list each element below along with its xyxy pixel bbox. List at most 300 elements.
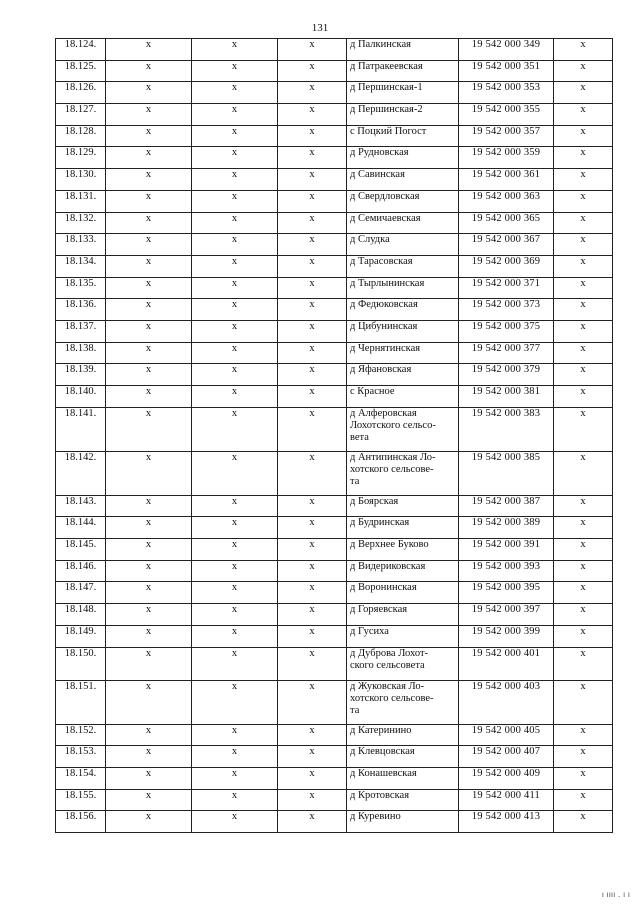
placeholder-x-cell (278, 517, 347, 539)
row-number-cell (56, 746, 106, 768)
placeholder-x-cell (192, 104, 278, 126)
placeholder-x-text: x (580, 495, 586, 507)
settlement-name-text: д Антипинская Ло- хотского сельсове- та (350, 451, 436, 487)
placeholder-x-cell (106, 625, 192, 647)
placeholder-x-cell (106, 767, 192, 789)
row-number-cell (56, 407, 106, 451)
settlement-name-text: д Свердловская (350, 190, 420, 202)
settlement-name-text: д Верхнее Буково (350, 539, 429, 551)
placeholder-x-cell (554, 212, 613, 234)
placeholder-x-text: x (580, 147, 586, 159)
placeholder-x-cell (554, 104, 613, 126)
placeholder-x-text: x (309, 60, 315, 72)
placeholder-x-text: x (145, 495, 152, 507)
placeholder-x-cell (192, 582, 278, 604)
oktmo-code-text: 19 542 000 395 (471, 582, 541, 594)
row-number-cell (56, 82, 106, 104)
oktmo-code-text: 19 542 000 413 (471, 811, 541, 823)
placeholder-x-text: x (145, 811, 152, 823)
placeholder-x-cell (278, 495, 347, 517)
row-number-text: 18.137. (64, 320, 97, 332)
placeholder-x-cell (106, 255, 192, 277)
settlement-name-text: с Поцкий Погост (350, 125, 427, 137)
placeholder-x-text: x (580, 517, 586, 529)
row-number-text: 18.144. (64, 517, 97, 529)
placeholder-x-text: x (145, 169, 152, 181)
row-number-cell (56, 39, 106, 61)
placeholder-x-cell (106, 60, 192, 82)
settlement-name-cell (347, 724, 459, 746)
oktmo-code-cell (459, 746, 554, 768)
placeholder-x-cell (106, 647, 192, 680)
oktmo-code-cell (459, 407, 554, 451)
placeholder-x-cell (278, 604, 347, 626)
row-number-cell (56, 386, 106, 408)
placeholder-x-cell (554, 234, 613, 256)
table-row (56, 386, 613, 408)
placeholder-x-text: x (231, 680, 238, 692)
oktmo-code-cell (459, 125, 554, 147)
placeholder-x-cell (106, 125, 192, 147)
oktmo-code-text: 19 542 000 371 (471, 277, 541, 289)
oktmo-code-cell (459, 147, 554, 169)
placeholder-x-cell (278, 299, 347, 321)
settlement-name-text: д Кротовская (350, 789, 410, 801)
placeholder-x-cell (278, 451, 347, 495)
table-row (56, 625, 613, 647)
placeholder-x-text: x (231, 147, 238, 159)
placeholder-x-cell (278, 582, 347, 604)
placeholder-x-cell (192, 60, 278, 82)
settlement-name-text: д Савинская (350, 169, 405, 181)
placeholder-x-cell (278, 560, 347, 582)
placeholder-x-cell (554, 39, 613, 61)
placeholder-x-text: x (231, 495, 238, 507)
row-number-text: 18.151. (64, 680, 97, 692)
placeholder-x-cell (192, 789, 278, 811)
placeholder-x-cell (106, 299, 192, 321)
settlement-name-text: д Рудновская (350, 147, 409, 159)
settlement-name-text: д Воронинская (350, 582, 417, 594)
oktmo-code-text: 19 542 000 355 (471, 104, 541, 116)
placeholder-x-cell (192, 277, 278, 299)
placeholder-x-text: x (145, 724, 152, 736)
placeholder-x-text: x (231, 407, 238, 419)
placeholder-x-text: x (580, 724, 586, 736)
placeholder-x-cell (554, 277, 613, 299)
placeholder-x-cell (278, 82, 347, 104)
placeholder-x-text: x (580, 39, 586, 50)
oktmo-code-text: 19 542 000 399 (471, 625, 541, 637)
placeholder-x-text: x (231, 104, 238, 116)
placeholder-x-cell (106, 147, 192, 169)
placeholder-x-cell (106, 495, 192, 517)
table-row (56, 560, 613, 582)
table-row (56, 789, 613, 811)
settlement-name-text: д Цибунинская (350, 320, 418, 332)
placeholder-x-text: x (231, 364, 238, 376)
row-number-text: 18.138. (64, 342, 97, 354)
oktmo-code-cell (459, 104, 554, 126)
placeholder-x-cell (192, 125, 278, 147)
placeholder-x-text: x (145, 255, 152, 267)
placeholder-x-text: x (309, 255, 315, 267)
placeholder-x-text: x (580, 255, 586, 267)
placeholder-x-text: x (231, 277, 238, 289)
oktmo-code-cell (459, 299, 554, 321)
settlement-name-text: д Куревино (350, 811, 401, 823)
row-number-cell (56, 212, 106, 234)
placeholder-x-cell (192, 539, 278, 561)
placeholder-x-cell (554, 811, 613, 833)
settlement-name-cell (347, 625, 459, 647)
placeholder-x-text: x (580, 789, 586, 801)
placeholder-x-text: x (231, 604, 238, 616)
settlement-name-cell (347, 212, 459, 234)
placeholder-x-cell (554, 320, 613, 342)
oktmo-code-text: 19 542 000 363 (471, 190, 541, 202)
placeholder-x-text: x (145, 604, 152, 616)
placeholder-x-text: x (231, 342, 238, 354)
table-row (56, 364, 613, 386)
row-number-text: 18.128. (64, 125, 97, 137)
row-number-text: 18.148. (64, 604, 97, 616)
row-number-text: 18.135. (64, 277, 97, 289)
placeholder-x-text: x (580, 582, 586, 594)
placeholder-x-text: x (309, 212, 315, 224)
placeholder-x-text: x (231, 212, 238, 224)
placeholder-x-cell (106, 582, 192, 604)
placeholder-x-cell (192, 495, 278, 517)
placeholder-x-text: x (580, 190, 586, 202)
row-number-cell (56, 767, 106, 789)
settlement-name-text: д Гусиха (350, 625, 389, 637)
placeholder-x-cell (278, 767, 347, 789)
placeholder-x-text: x (145, 364, 152, 376)
placeholder-x-cell (554, 147, 613, 169)
placeholder-x-cell (278, 320, 347, 342)
oktmo-code-cell (459, 169, 554, 191)
settlement-name-text: д Боярская (350, 495, 399, 507)
settlement-name-text: д Горяевская (350, 604, 408, 616)
placeholder-x-cell (278, 407, 347, 451)
settlement-name-text: д Першинская-2 (350, 104, 423, 116)
placeholder-x-cell (106, 342, 192, 364)
placeholder-x-text: x (580, 299, 586, 311)
row-number-cell (56, 604, 106, 626)
settlement-name-cell (347, 234, 459, 256)
placeholder-x-cell (278, 539, 347, 561)
table-row (56, 724, 613, 746)
row-number-text: 18.149. (64, 625, 97, 637)
table-row (56, 407, 613, 451)
row-number-cell (56, 234, 106, 256)
oktmo-code-cell (459, 82, 554, 104)
settlement-name-cell (347, 386, 459, 408)
table-row (56, 342, 613, 364)
placeholder-x-text: x (580, 647, 586, 659)
table-row (56, 604, 613, 626)
placeholder-x-text: x (309, 342, 315, 354)
placeholder-x-text: x (231, 746, 238, 758)
table-row (56, 82, 613, 104)
placeholder-x-text: x (580, 342, 586, 354)
placeholder-x-cell (554, 625, 613, 647)
placeholder-x-text: x (145, 125, 152, 137)
placeholder-x-cell (554, 255, 613, 277)
placeholder-x-cell (106, 320, 192, 342)
placeholder-x-text: x (231, 647, 238, 659)
placeholder-x-cell (192, 517, 278, 539)
placeholder-x-cell (554, 407, 613, 451)
settlement-name-text: д Палкинская (350, 39, 411, 50)
placeholder-x-cell (554, 190, 613, 212)
settlements-table (55, 38, 613, 833)
placeholder-x-text: x (231, 582, 238, 594)
settlement-name-cell (347, 407, 459, 451)
placeholder-x-cell (554, 746, 613, 768)
oktmo-code-cell (459, 190, 554, 212)
placeholder-x-text: x (580, 212, 586, 224)
settlement-name-cell (347, 125, 459, 147)
placeholder-x-cell (192, 451, 278, 495)
table-row (56, 746, 613, 768)
settlement-name-cell (347, 147, 459, 169)
placeholder-x-text: x (309, 234, 315, 246)
table-row (56, 517, 613, 539)
placeholder-x-cell (278, 104, 347, 126)
placeholder-x-cell (278, 277, 347, 299)
settlement-name-cell (347, 255, 459, 277)
placeholder-x-text: x (145, 104, 152, 116)
placeholder-x-cell (278, 647, 347, 680)
placeholder-x-cell (554, 767, 613, 789)
placeholder-x-text: x (231, 539, 238, 551)
placeholder-x-cell (192, 604, 278, 626)
placeholder-x-text: x (231, 724, 238, 736)
row-number-cell (56, 342, 106, 364)
placeholder-x-cell (554, 495, 613, 517)
row-number-cell (56, 169, 106, 191)
placeholder-x-text: x (309, 647, 315, 659)
row-number-text: 18.126. (64, 82, 97, 94)
placeholder-x-cell (278, 746, 347, 768)
placeholder-x-text: x (145, 517, 152, 529)
placeholder-x-text: x (231, 60, 238, 72)
placeholder-x-cell (106, 169, 192, 191)
placeholder-x-text: x (309, 39, 315, 50)
placeholder-x-cell (554, 560, 613, 582)
row-number-text: 18.153. (64, 746, 97, 758)
oktmo-code-cell (459, 767, 554, 789)
placeholder-x-text: x (145, 451, 152, 463)
placeholder-x-text: x (231, 169, 238, 181)
row-number-cell (56, 811, 106, 833)
oktmo-code-text: 19 542 000 353 (471, 82, 541, 94)
placeholder-x-text: x (580, 234, 586, 246)
placeholder-x-cell (192, 811, 278, 833)
oktmo-code-text: 19 542 000 361 (471, 169, 541, 181)
oktmo-code-cell (459, 234, 554, 256)
settlement-name-cell (347, 320, 459, 342)
row-number-text: 18.141. (64, 407, 97, 419)
oktmo-code-text: 19 542 000 351 (471, 60, 541, 72)
placeholder-x-text: x (309, 125, 315, 137)
table-row (56, 451, 613, 495)
oktmo-code-cell (459, 560, 554, 582)
placeholder-x-cell (554, 517, 613, 539)
placeholder-x-text: x (309, 560, 315, 572)
placeholder-x-text: x (231, 320, 238, 332)
placeholder-x-cell (554, 539, 613, 561)
placeholder-x-cell (554, 82, 613, 104)
placeholder-x-cell (106, 746, 192, 768)
placeholder-x-cell (192, 255, 278, 277)
table-row (56, 212, 613, 234)
placeholder-x-text: x (309, 789, 315, 801)
placeholder-x-cell (192, 746, 278, 768)
oktmo-code-text: 19 542 000 407 (471, 746, 541, 758)
placeholder-x-cell (554, 680, 613, 724)
oktmo-code-cell (459, 539, 554, 561)
placeholder-x-text: x (309, 299, 315, 311)
table-row (56, 582, 613, 604)
settlement-name-text: д Конашевская (350, 767, 417, 779)
placeholder-x-text: x (309, 386, 315, 397)
placeholder-x-text: x (309, 680, 315, 692)
settlement-name-cell (347, 169, 459, 191)
placeholder-x-text: x (309, 811, 315, 823)
placeholder-x-text: x (580, 407, 586, 419)
settlement-name-cell (347, 647, 459, 680)
placeholder-x-cell (192, 147, 278, 169)
settlement-name-text: д Будринская (350, 517, 410, 529)
settlement-name-text: д Федюковская (350, 299, 418, 311)
placeholder-x-text: x (309, 320, 315, 332)
oktmo-code-cell (459, 255, 554, 277)
placeholder-x-cell (278, 212, 347, 234)
placeholder-x-cell (192, 767, 278, 789)
placeholder-x-text: x (309, 625, 315, 637)
oktmo-code-cell (459, 495, 554, 517)
placeholder-x-text: x (231, 789, 238, 801)
oktmo-code-cell (459, 320, 554, 342)
placeholder-x-cell (278, 60, 347, 82)
settlement-name-text: д Яфановская (350, 364, 412, 376)
placeholder-x-cell (278, 234, 347, 256)
placeholder-x-cell (192, 39, 278, 61)
placeholder-x-text: x (309, 604, 315, 616)
placeholder-x-cell (106, 811, 192, 833)
settlement-name-text: с Красное (350, 386, 395, 397)
placeholder-x-cell (106, 517, 192, 539)
placeholder-x-text: x (309, 746, 315, 758)
placeholder-x-cell (106, 451, 192, 495)
placeholder-x-text: x (145, 407, 152, 419)
table-row (56, 299, 613, 321)
placeholder-x-text: x (231, 767, 238, 779)
oktmo-code-text: 19 542 000 381 (471, 386, 541, 397)
placeholder-x-text: x (309, 147, 315, 159)
row-number-text: 18.127. (64, 104, 97, 116)
oktmo-code-cell (459, 212, 554, 234)
placeholder-x-cell (278, 680, 347, 724)
row-number-cell (56, 451, 106, 495)
settlement-name-text: д Катеринино (350, 724, 412, 736)
placeholder-x-cell (106, 39, 192, 61)
placeholder-x-text: x (145, 190, 152, 202)
row-number-text: 18.142. (64, 451, 97, 463)
row-number-text: 18.140. (64, 386, 97, 397)
oktmo-code-text: 19 542 000 383 (471, 407, 541, 419)
placeholder-x-cell (192, 625, 278, 647)
table-row (56, 647, 613, 680)
placeholder-x-cell (192, 647, 278, 680)
table-row (56, 190, 613, 212)
placeholder-x-text: x (580, 169, 586, 181)
oktmo-code-text: 19 542 000 369 (471, 255, 541, 267)
oktmo-code-text: 19 542 000 391 (471, 539, 541, 551)
placeholder-x-text: x (309, 517, 315, 529)
row-number-cell (56, 647, 106, 680)
placeholder-x-cell (192, 169, 278, 191)
placeholder-x-text: x (145, 767, 152, 779)
table-row (56, 169, 613, 191)
placeholder-x-text: x (145, 582, 152, 594)
placeholder-x-text: x (145, 625, 152, 637)
placeholder-x-text: x (580, 539, 586, 551)
oktmo-code-text: 19 542 000 389 (471, 517, 541, 529)
placeholder-x-cell (106, 104, 192, 126)
placeholder-x-text: x (309, 104, 315, 116)
placeholder-x-text: x (145, 789, 152, 801)
placeholder-x-cell (192, 680, 278, 724)
settlement-name-cell (347, 789, 459, 811)
placeholder-x-cell (278, 125, 347, 147)
placeholder-x-cell (554, 604, 613, 626)
placeholder-x-cell (192, 190, 278, 212)
placeholder-x-cell (192, 212, 278, 234)
placeholder-x-cell (278, 342, 347, 364)
placeholder-x-text: x (309, 724, 315, 736)
settlement-name-text: д Першинская-1 (350, 82, 423, 94)
settlement-name-cell (347, 680, 459, 724)
placeholder-x-cell (106, 407, 192, 451)
row-number-cell (56, 582, 106, 604)
placeholder-x-text: x (231, 517, 238, 529)
placeholder-x-cell (278, 169, 347, 191)
oktmo-code-cell (459, 789, 554, 811)
row-number-text: 18.145. (64, 539, 97, 551)
placeholder-x-text: x (231, 451, 238, 463)
oktmo-code-text: 19 542 000 375 (471, 320, 541, 332)
placeholder-x-text: x (580, 125, 586, 137)
placeholder-x-text: x (309, 82, 315, 94)
placeholder-x-text: x (309, 190, 315, 202)
oktmo-code-text: 19 542 000 405 (471, 724, 541, 736)
placeholder-x-cell (106, 539, 192, 561)
placeholder-x-text: x (145, 212, 152, 224)
oktmo-code-cell (459, 604, 554, 626)
settlement-name-cell (347, 342, 459, 364)
settlement-name-cell (347, 746, 459, 768)
oktmo-code-text: 19 542 000 373 (471, 299, 541, 311)
settlement-name-text: д Семичаевская (350, 212, 421, 224)
row-number-text: 18.139. (64, 364, 97, 376)
placeholder-x-text: x (309, 582, 315, 594)
oktmo-code-cell (459, 582, 554, 604)
placeholder-x-text: x (309, 767, 315, 779)
